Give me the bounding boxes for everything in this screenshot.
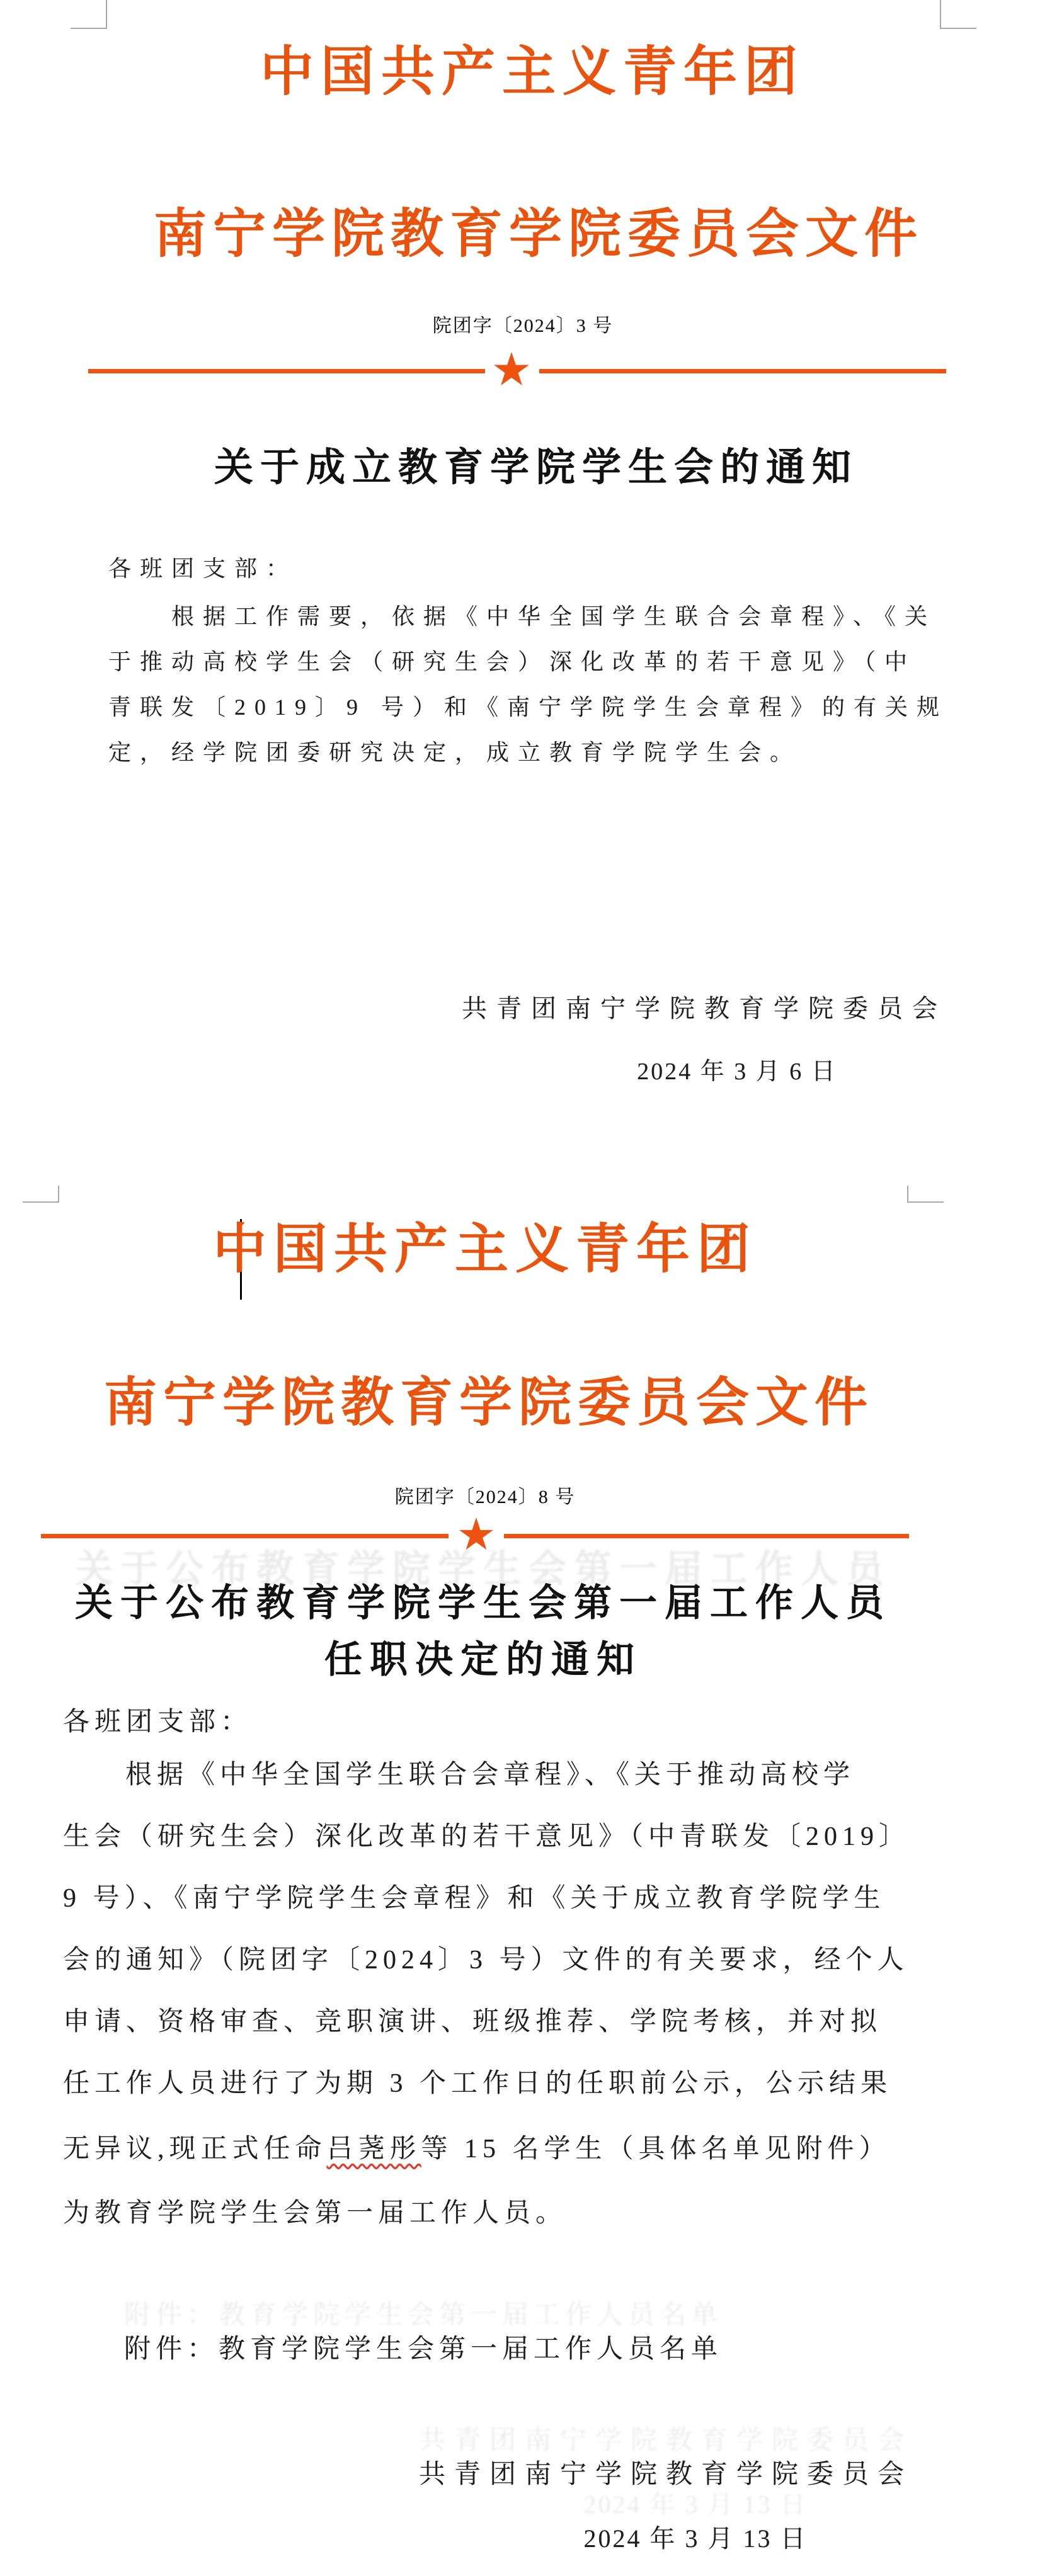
page2-body-line: 申请、资格审查、竞职演讲、班级推荐、学院考核，并对拟 (63, 2007, 883, 2036)
appointee-line-prefix: 无异议,现正式任命 (63, 2135, 327, 2164)
page1-signature: 共青团南宁学院教育学院委员会 (462, 994, 947, 1023)
page2-top-left-crop-mark-icon (23, 1186, 59, 1203)
page1-body-line: 根据工作需要，依据《中华全国学生联合会章程》、《关 (171, 604, 937, 629)
page1-rule-left (88, 369, 485, 373)
page1-body-line: 于推动高校学生会（研究生会）深化改革的若干意见》（中 (108, 649, 917, 674)
appointee-line-suffix: 等 15 名学生（具体名单见附件） (421, 2135, 891, 2164)
page2-star-icon (459, 1518, 494, 1553)
page1-body-line: 定，经学院团委研究决定，成立教育学院学生会。 (108, 740, 802, 765)
page1-body-line: 青联发〔2019〕9 号）和《南宁学院学生会章程》的有关规 (108, 695, 949, 720)
page2-body-line: 任工作人员进行了为期 3 个工作日的任职前公示，公示结果 (63, 2069, 893, 2098)
page2-salutation: 各班团支部： (63, 1708, 253, 1737)
page2-top-right-crop-mark-icon (907, 1186, 944, 1203)
page1-top-left-crop-mark-icon (71, 0, 107, 29)
page2-doc-title-line1: 关于公布教育学院学生会第一届工作人员 (75, 1582, 891, 1624)
page1-doc-title: 关于成立教育学院学生会的通知 (214, 446, 859, 489)
appointee-name: 吕荛彤 (326, 2135, 421, 2164)
page2-body-line: 会的通知》（院团字〔2024〕3 号）文件的有关要求，经个人 (63, 1946, 909, 1975)
page2-body-line: 生会（研究生会）深化改革的若干意见》（中青联发〔2019〕 (63, 1822, 911, 1851)
page2-closing-line: 为教育学院学生会第一届工作人员。 (63, 2199, 568, 2228)
page2-attachment-line: 附件：教育学院学生会第一届工作人员名单 (124, 2335, 723, 2364)
page1-top-right-crop-mark-icon (940, 0, 976, 29)
page2-body-line: 根据《中华全国学生联合会章程》、《关于推动高校学 (125, 1761, 855, 1790)
page2-body-line: 9 号）、《南宁学院学生会章程》和《关于成立教育学院学生 (63, 1884, 886, 1913)
page2-date: 2024 年 3 月 13 日 (583, 2524, 808, 2553)
page1-salutation: 各班团支部： (108, 556, 298, 581)
page1-issue-number: 院团字〔2024〕3 号 (432, 315, 614, 336)
page1-committee-title: 南宁学院教育学院委员会文件 (153, 205, 924, 264)
page1-star-icon (493, 352, 530, 389)
page1-rule-right (539, 369, 946, 373)
page2-rule-right (504, 1534, 909, 1538)
page2-rule-left (41, 1534, 449, 1538)
page2-org-title: 中国共产主义青年团 (212, 1220, 758, 1279)
page2-signature: 共青团南宁学院教育学院委员会 (418, 2460, 913, 2489)
page2-committee-title: 南宁学院教育学院委员会文件 (103, 1374, 874, 1433)
page1-date: 2024 年 3 月 6 日 (637, 1058, 837, 1085)
page1-org-title: 中国共产主义青年团 (260, 43, 805, 102)
page2-issue-number: 院团字〔2024〕8 号 (394, 1487, 576, 1507)
page2-appointee-line (63, 2133, 891, 2165)
page2-doc-title-line2: 任职决定的通知 (324, 1639, 642, 1681)
